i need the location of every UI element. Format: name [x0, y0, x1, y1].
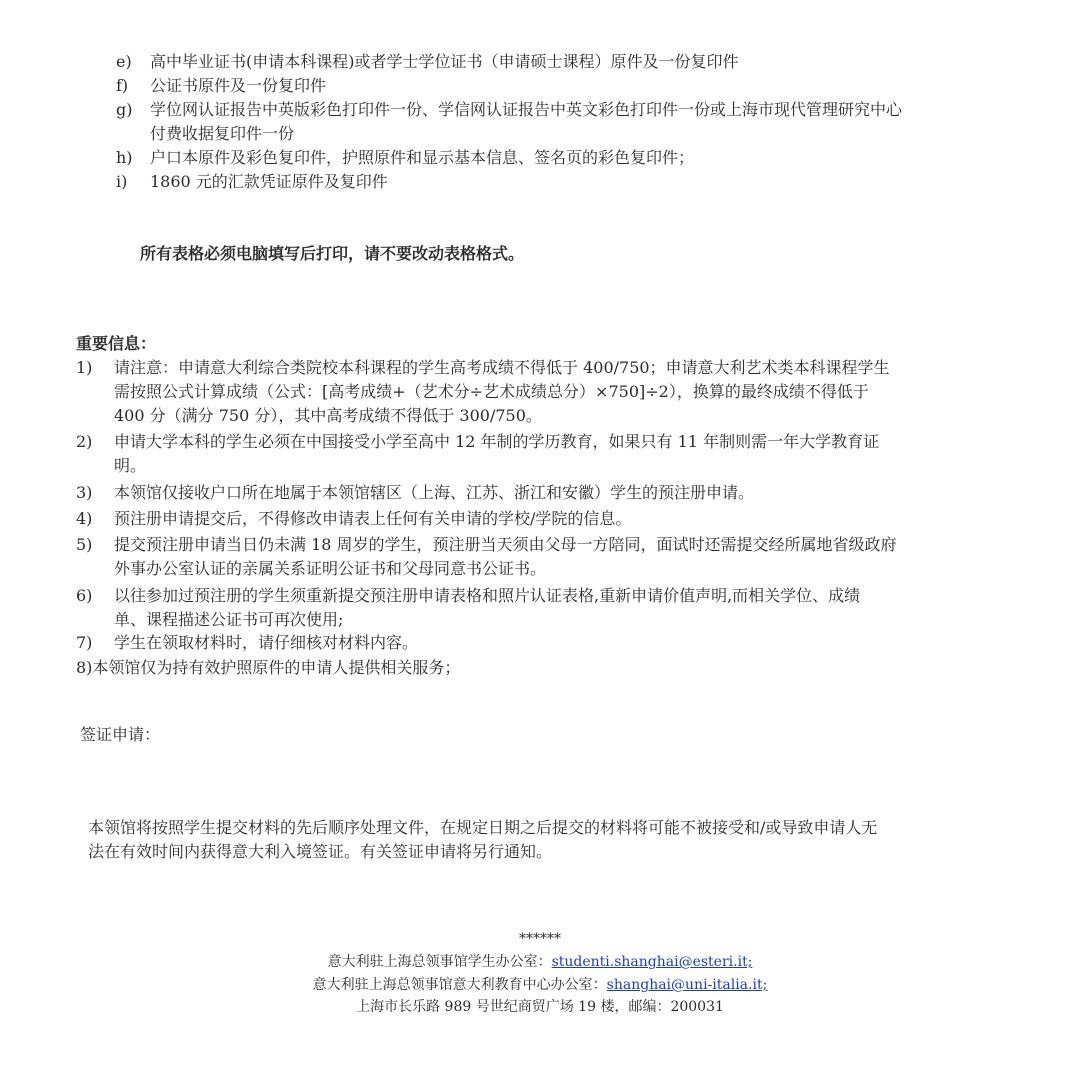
materials-item-g-continued: 付费收据复印件一份 [150, 124, 295, 143]
important-item-6-line-2: 单、课程描述公证书可再次使用; [114, 610, 344, 629]
item-marker: e) [116, 52, 132, 71]
office-1-label: 意大利驻上海总领事馆学生办公室： [327, 954, 552, 970]
item-text: 户口本原件及彩色复印件，护照原件和显示基本信息、签名页的彩色复印件； [150, 148, 695, 167]
important-item-4 [76, 508, 631, 530]
visa-text-line-1: 本领馆将按照学生提交材料的先后顺序处理文件，在规定日期之后提交的材料将可能不被接受和/或导致申请人无 [88, 818, 878, 837]
item-number: 8) [76, 658, 93, 677]
item-number: 1) [76, 358, 93, 377]
important-item-1-line-2: 需按照公式计算成绩（公式：[高考成绩+（艺术分÷艺术成绩总分）×750]÷2），换算的最终成绩不得低于 [114, 382, 869, 401]
important-item-1-line-3: 400 分（满分 750 分），其中高考成绩不得低于 300/750。 [114, 406, 542, 425]
office-2-email-link[interactable]: shanghai@uni-italia.it; [606, 977, 768, 993]
footer-address: 上海市长乐路 989 号世纪商贸广场 19 楼，邮编：200031 [356, 999, 724, 1015]
item-line: 本领馆仅为持有效护照原件的申请人提供相关服务； [92, 658, 461, 677]
form-notice: 所有表格必须电脑填写后打印，请不要改动表格格式。 [140, 244, 525, 263]
item-marker: h) [116, 148, 133, 167]
materials-item-e [116, 51, 739, 73]
visa-text-line-2: 法在有效时间内获得意大利入境签证。有关签证申请将另行通知。 [88, 842, 553, 861]
item-line: 以往参加过预注册的学生须重新提交预注册申请表格和照片认证表格,重新申请价值声明,而相关学位、成绩 [114, 586, 861, 605]
materials-item-h [116, 147, 694, 169]
item-text: 高中毕业证书(申请本科课程)或者学士学位证书（申请硕士课程）原件及一份复印件 [150, 52, 739, 71]
footer-office-2 [0, 974, 1080, 996]
important-item-7 [76, 632, 418, 654]
footer-office-1 [0, 951, 1080, 973]
item-text: 公证书原件及一份复印件 [150, 76, 327, 95]
materials-item-g [116, 99, 902, 121]
item-number: 2) [76, 432, 93, 451]
important-heading: 重要信息： [76, 334, 157, 353]
item-line: 本领馆仅接收户口所在地属于本领馆辖区（上海、江苏、浙江和安徽）学生的预注册申请。 [114, 483, 755, 502]
important-item-1 [76, 357, 890, 379]
item-marker: i) [116, 172, 128, 191]
item-number: 6) [76, 586, 93, 605]
item-line: 申请大学本科的学生必须在中国接受小学至高中 12 年制的学历教育，如果只有 11 年制则需一年大学教育证 [114, 432, 880, 451]
materials-item-f [116, 75, 326, 97]
office-1-email-link[interactable]: studenti.shanghai@esteri.it; [551, 954, 753, 970]
item-line: 请注意：申请意大利综合类院校本科课程的学生高考成绩不得低于 400/750；申请意大利艺术类本科课程学生 [114, 358, 890, 377]
item-line: 预注册申请提交后，不得修改申请表上任何有关申请的学校/学院的信息。 [114, 509, 632, 528]
important-item-6 [76, 585, 860, 607]
important-item-3 [76, 482, 754, 504]
item-number: 5) [76, 535, 93, 554]
item-text: 1860 元的汇款凭证原件及复印件 [150, 172, 388, 191]
item-line: 提交预注册申请当日仍未满 18 周岁的学生，预注册当天须由父母一方陪同，面试时还需提交经所属地省级政府 [114, 535, 897, 554]
important-item-2-line-2: 明。 [114, 456, 147, 475]
item-marker: g) [116, 100, 133, 119]
visa-heading: 签证申请： [80, 725, 161, 744]
item-number: 4) [76, 509, 93, 528]
important-item-5-line-2: 外事办公室认证的亲属关系证明公证书和父母同意书公证书。 [114, 559, 547, 578]
office-2-label: 意大利驻上海总领事馆意大利教育中心办公室： [312, 977, 607, 993]
item-marker: f) [116, 76, 129, 95]
item-number: 7) [76, 633, 93, 652]
footer-stars: ****** [519, 931, 561, 947]
item-text: 学位网认证报告中英版彩色打印件一份、学信网认证报告中英文彩色打印件一份或上海市现代管理研究中心 [150, 100, 903, 119]
materials-item-i [116, 171, 388, 193]
important-item-8 [76, 657, 460, 679]
item-number: 3) [76, 483, 93, 502]
important-item-2 [76, 431, 879, 453]
item-line: 学生在领取材料时，请仔细核对材料内容。 [114, 633, 419, 652]
important-item-5 [76, 534, 897, 556]
